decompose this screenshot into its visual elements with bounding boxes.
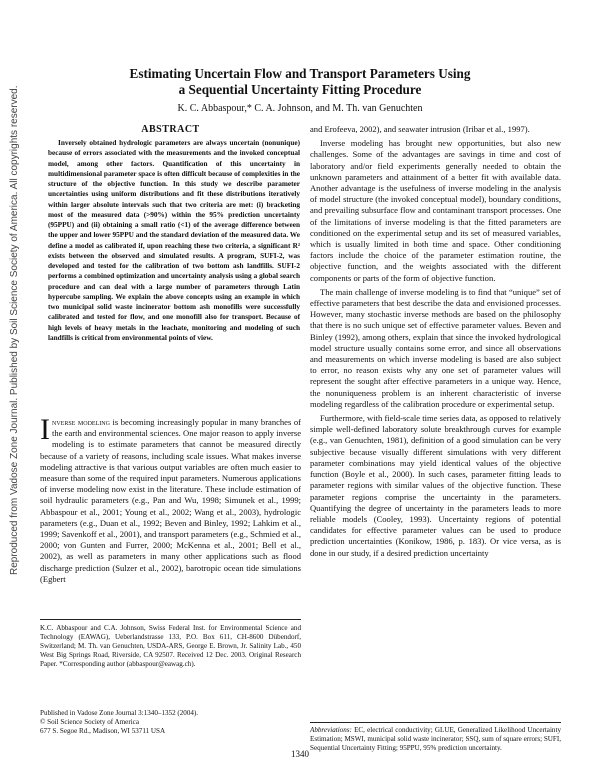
abbreviations-label: Abbreviations: xyxy=(310,726,352,734)
author-footnote xyxy=(40,619,301,669)
author-list: K. C. Abbaspour,* C. A. Johnson, and M. Th. van Genuchten xyxy=(177,103,423,114)
body-paragraph: The main challenge of inverse modeling is to find that “unique” set of effective parameters that best describe the data and envisioned processes. However, many stochastic inverse methods are based on the philosophy that there is no such unique set of effective parameter values. Beven and Binley (1992), among others, explain that since the invoked hydrological model structure usually contains some error, and since all observations and measurements on which inverse modeling is based are also subject to error, no reason exists why any one set of parameter values will represent the sought after effective parameters in a unique way. Hence, the nonuniqueness problem is an inherent characteristic of inverse modeling regardless of the calibration procedure or experimental setup. xyxy=(310,286,561,409)
reproduction-notice: Reproduced from Vadose Zone Journal. Published by Soil Science Society of America. All copyrights reserved. xyxy=(9,85,20,575)
article-title xyxy=(80,66,520,98)
footnote-text: K.C. Abbaspour and C.A. Johnson, Swiss Federal Inst. for Environmental Science and Technology (EAWAG), Ueberlandstrasse 133, P.O. Box 611, CH-8600 Dübendorf, Switzerland; M. Th. van Genuchten, USDA-ARS, George E. Brown, Jr. Salinity Lab., 450 West Big Springs Road, Riverside, CA 92507. Received 12 Dec. 2003. Original Research Paper. *Corresponding author (abbaspour@eawag.ch). xyxy=(40,624,301,669)
page-number: 1340 xyxy=(291,749,309,759)
intro-text: is becoming increasingly popular in many branches of the earth and environmental sciences. One major reason to apply inverse modeling is to estimate parameters that cannot be measured directly because of a variety of reasons, including scale issues. What makes inverse modeling attractive is that various output variables are often much easier to measure than some of the required input parameters. Numerous applications of inverse modeling now exist in the literature. These include estimation of soil hydraulic parameters (e.g., Pan and Wu, 1998; Simunek et al., 1999; Abbaspour et al., 2001; Young et al., 2002; Wang et al., 2003), hydrologic parameters (e.g., Duan et al., 1992; Beven and Binley, 1992; Lahkim et al., 1999; Savenkoff et al., 2001), and transport parameters (e.g., Schmied et al., 2000; von Gunten and Furrer, 2000; McKenna et al., 2001; Bell et al., 2002), as well as parameters in many other applications such as flood discharge prediction (Sulzer et al., 2002), barotropic ocean tide simulations (Egbert xyxy=(40,417,301,584)
abbreviations-rule xyxy=(310,722,561,723)
left-column xyxy=(40,124,301,585)
right-column xyxy=(310,124,561,559)
footnote-rule xyxy=(40,619,301,620)
abbreviations-text: EC, electrical conductivity; GLUE, Generalized Likelihood Uncertainty Estimation; MSWI, municipal solid waste incinerator; SSQ, sum of square errors; SUFI, Sequential Uncertainty Fitting; 95PPU, 95% prediction uncertainty. xyxy=(310,726,562,753)
intro-lead: nverse modeling xyxy=(52,417,110,427)
drop-cap: I xyxy=(40,413,50,446)
body-paragraph: and Erofeeva, 2002), and seawater intrusion (Iribar et al., 1997). xyxy=(310,124,530,134)
body-paragraph: Inverse modeling has brought new opportunities, but also new challenges. Some of the advantages are savings in time and cost of laboratory and/or field experiments generally needed to obtain the unknown parameters and attainment of a better fit with available data. Another advantage is the usefulness of inverse modeling in the analysis of model structure (the invoked conceptual model), boundary conditions, and prevailing subsurface flow and contaminant transport processes. One of the limitations of inverse modeling is that the fitted parameters are conditioned on the experimental setup and its set of measured variables, which is usually limited in both time and space. Other conditioning factors include the choice of the parameter estimation routine, the objective function, and the weights associated with the different components or parts of the form of objective function. xyxy=(310,138,561,283)
pub-info-line: Published in Vadose Zone Journal 3:1340–1352 (2004). xyxy=(40,709,199,717)
pub-info-line: 677 S. Segoe Rd., Madison, WI 53711 USA xyxy=(40,727,166,736)
introduction-paragraph xyxy=(40,413,301,585)
article-title-line-2: a Sequential Uncertainty Fitting Procedure xyxy=(178,82,422,97)
abstract-text: Inversely obtained hydrologic parameters are always uncertain (nonunique) because of errors associated with the measurements and the invoked conceptual model, among other factors. Quantification of this uncertainty in multidimensional parameter space is often difficult because of complexities in the structure of the objective function. In this study we describe parameter uncertainties using uniform distributions and fit these distributions iteratively within larger absolute intervals such that two criteria are met: (i) bracketing most of the measured data (>90%) within the 95% prediction uncertainty (95PPU) and (ii) obtaining a small ratio (<1) of the average difference between the upper and lower 95PPU and the standard deviation of the measured data. We define a model as calibrated if, upon reaching these two criteria, a significant R² exists between the observed and simulated results. A program, SUFI-2, was developed and tested for the calibration of two bottom ash landfills. SUFI-2 performs a combined optimization and uncertainty analysis using a global search procedure and can deal with a large number of parameters through Latin hypercube sampling. We explain the above concepts using an example in which two municipal solid waste incinerator bottom ash monofills were successfully calibrated and tested for flow, and one monofill also for transport. Because of high levels of heavy metals in the leachate, monitoring and modeling of such landfills is critical from environmental points of view. xyxy=(48,139,300,342)
article-title-line-1: Estimating Uncertain Flow and Transport Parameters Using xyxy=(129,66,471,81)
publication-info xyxy=(40,709,301,736)
body-paragraph: Furthermore, with field-scale time series data, as opposed to relatively simple well-defined laboratory solute breakthrough curves for example (e.g., van Genuchten, 1981), definition of a good simulation can be very subjective because visually different simulations with very different parameter combinations may yield identical values of the objective function (Boyle et al., 2000). In such cases, parameter fitting leads to parameter regions with similar values of the objective function. These parameter regions comprise the uncertainty in the parameters. Quantifying the degree of uncertainty in the parameters leads to more reliable models (Cooley, 1993). Uncertainty regions of potential candidates for effective parameter values can be used to produce prediction uncertainties (Konikow, 1986, p. 183). Or vice versa, as is done in our study, if a desired prediction uncertainty xyxy=(310,413,561,558)
abstract-heading: ABSTRACT xyxy=(141,124,200,135)
pub-info-line: © Soil Science Society of America xyxy=(40,718,139,727)
